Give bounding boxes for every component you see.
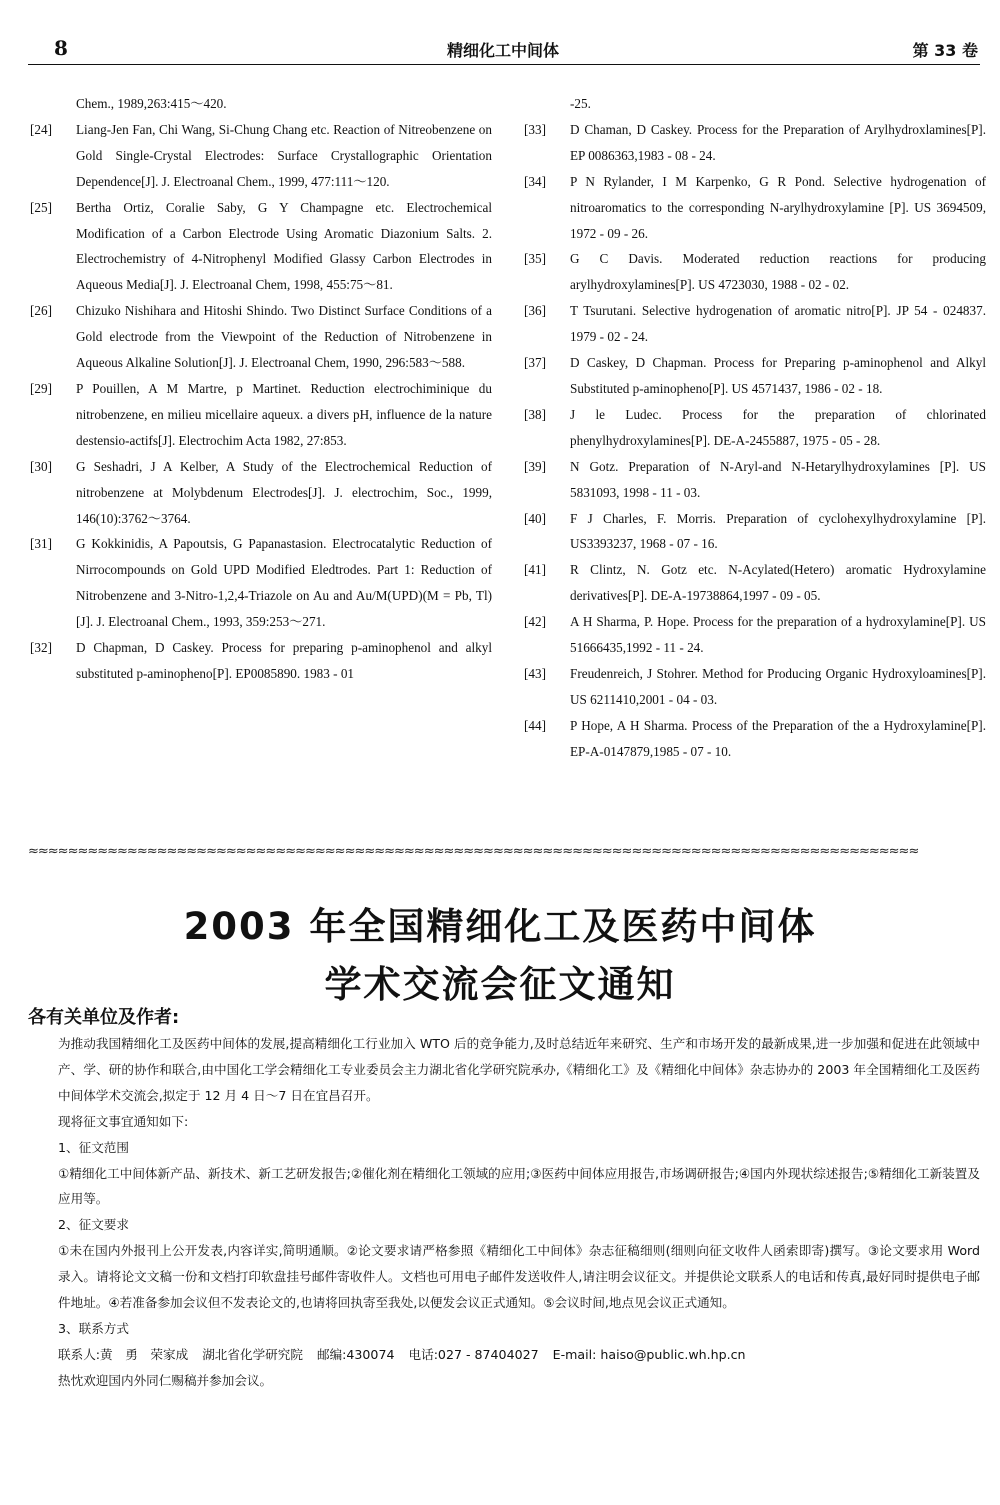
reference-number: [32] xyxy=(30,640,52,656)
reference-item xyxy=(524,506,986,558)
reference-number: [42] xyxy=(524,614,546,630)
reference-text: G Kokkinidis, A Papoutsis, G Papanastasion. Electrocatalytic Reduction of Nirrocompounds on Gold UPD Modified Eledtrodes. Part 1: Reduction of Nitrobenzene and 3-Nitro-1,2,4-Triazole on Au and Au/M(UPD)(M = Pb, Tl)[J]. J. Electroanal Chem., 1993, 359:253～271. xyxy=(76,536,492,630)
reference-item xyxy=(524,298,986,350)
notice-body xyxy=(28,1031,980,1394)
reference-number: [30] xyxy=(30,458,52,474)
reference-number: [34] xyxy=(524,173,546,189)
volume-label: 第 33 卷 xyxy=(912,41,978,60)
reference-list-right xyxy=(524,91,986,765)
reference-text: R Clintz, N. Gotz etc. N-Acylated(Hetero) aromatic Hydroxylamine derivatives[P]. DE-A-19738864,1997 - 09 - 05. xyxy=(570,562,986,604)
contact-postcode: 邮编:430074 xyxy=(316,1346,395,1362)
reference-item xyxy=(30,298,492,376)
reference-text: -25. xyxy=(570,96,591,111)
reference-number: [29] xyxy=(30,380,52,396)
closing-line: 热忱欢迎国内外同仁赐稿并参加会议。 xyxy=(58,1372,273,1388)
reference-text: Liang-Jen Fan, Chi Wang, Si-Chung Chang etc. Reaction of Nitreobenzene on Gold Single-Crystal Electrodes: Surface Crystallographic Orientation Dependence[J]. J. Electroanal Chem., 1999, 477:111～120. xyxy=(76,121,492,189)
section-1-title: 1、征文范围 xyxy=(58,1139,129,1155)
journal-title: 精细化工中间体 xyxy=(446,41,559,60)
section-3-title: 3、联系方式 xyxy=(58,1320,129,1336)
contact-line xyxy=(28,1342,980,1368)
reference-number: [39] xyxy=(524,458,546,474)
contact-people: 联系人:黄 勇 荣家成 xyxy=(58,1346,189,1362)
reference-text: Chizuko Nishihara and Hitoshi Shindo. Two Distinct Surface Conditions of a Gold electrode from the Viewpoint of the Reduction of Nitrobenzene in Aqueous Alkaline Solution[J]. J. Electroanal Chem, 1990, 296:583～588. xyxy=(76,303,492,371)
reference-item xyxy=(524,402,986,454)
running-header xyxy=(28,36,978,62)
reference-item xyxy=(30,195,492,299)
reference-text: P Pouillen, A M Martre, p Martinet. Reduction electrochiminique du nitrobenzene, en milieu micellaire aqueux. a divers pH, influence de la nature destensio-actifs[J]. Electrochim Acta 1982, 27:853. xyxy=(76,380,492,448)
reference-item xyxy=(524,91,986,117)
reference-text: D Chaman, D Caskey. Process for the Preparation of Arylhydroxlamines[P]. EP 0086363,1983 - 08 - 24. xyxy=(570,121,986,163)
reference-item xyxy=(524,609,986,661)
reference-item xyxy=(524,246,986,298)
intro-paragraph: 为推动我国精细化工及医药中间体的发展,提高精细化工行业加入 WTO 后的竞争能力,及时总结近年来研究、生产和市场开发的最新成果,进一步加强和促进在此领域中产、学、研的协作和联合,由中国化工学会精细化工专业委员会主力湖北省化学研究院承办,《精细化工》及《精细化中间体》杂志协办的 2003 年全国精细化工及医药中间体学术交流会,拟定于 12 月 4 日～7 日在宜昌召开。 xyxy=(58,1036,980,1103)
reference-item xyxy=(524,169,986,247)
reference-text: N Gotz. Preparation of N-Aryl-and N-Hetarylhydroxylamines [P]. US 5831093, 1998 - 11 - 03. xyxy=(570,458,986,500)
decorative-divider: ≈≈≈≈≈≈≈≈≈≈≈≈≈≈≈≈≈≈≈≈≈≈≈≈≈≈≈≈≈≈≈≈≈≈≈≈≈≈≈≈≈≈≈≈≈≈≈≈≈≈≈≈≈≈≈≈≈≈≈≈≈≈≈≈≈≈≈≈≈≈≈≈≈≈≈≈≈≈≈≈≈≈≈≈≈≈≈≈≈≈ xyxy=(28,845,919,859)
reference-number: [31] xyxy=(30,536,52,552)
reference-item xyxy=(30,531,492,635)
reference-number: [37] xyxy=(524,355,546,371)
reference-text: G Seshadri, J A Kelber, A Study of the Electrochemical Reduction of nitrobenzene at Molybdenum Electrodes[J]. J. electrochim, Soc., 1999, 146(10):3762～3764. xyxy=(76,458,492,526)
reference-number: [36] xyxy=(524,303,546,319)
notice-title-line-1: 2003 年全国精细化工及医药中间体 xyxy=(183,905,817,948)
reference-item xyxy=(524,713,986,765)
reference-number: [33] xyxy=(524,121,546,137)
reference-item xyxy=(524,557,986,609)
reference-text: F J Charles, F. Morris. Preparation of cyclohexylhydroxylamine [P]. US3393237, 1968 - 07 - 16. xyxy=(570,510,986,552)
reference-text: P Hope, A H Sharma. Process of the Preparation of the a Hydroxylamine[P]. EP-A-0147879,1985 - 07 - 10. xyxy=(570,717,986,759)
page-number: 8 xyxy=(54,36,68,60)
contact-organization: 湖北省化学研究院 xyxy=(202,1346,303,1362)
reference-text: T Tsurutani. Selective hydrogenation of aromatic nitro[P]. JP 54 - 024837. 1979 - 02 - 24. xyxy=(570,303,986,345)
reference-text: D Caskey, D Chapman. Process for Preparing p-aminophenol and Alkyl Substituted p-aminopheno[P]. US 4571437, 1986 - 02 - 18. xyxy=(570,355,986,396)
reference-number: [43] xyxy=(524,665,546,681)
reference-number: [44] xyxy=(524,717,546,733)
reference-text: D Chapman, D Caskey. Process for preparing p-aminophenol and alkyl substituted p-aminopheno[P]. EP0085890. 1983 - 01 xyxy=(76,640,492,681)
reference-item xyxy=(30,376,492,454)
reference-number: [26] xyxy=(30,303,52,319)
reference-text: Chem., 1989,263:415～420. xyxy=(76,96,227,111)
reference-text: G C Davis. Moderated reduction reactions for producing arylhydroxylamines[P]. US 4723030, 1988 - 02 - 02. xyxy=(570,251,986,293)
reference-item xyxy=(524,661,986,713)
reference-list-left xyxy=(30,91,492,687)
reference-number: [25] xyxy=(30,199,52,215)
section-2-title: 2、征文要求 xyxy=(58,1217,129,1233)
reference-item xyxy=(30,454,492,532)
contact-email: E-mail: haiso@public.wh.hp.cn xyxy=(552,1346,746,1362)
reference-text: Bertha Ortiz, Coralie Saby, G Y Champagne etc. Electrochemical Modification of a Carbon Electrode Using Aromatic Diazonium Salts. 2. Electrochemistry of 4-Nitrophenyl Modified Glassy Carbon Electrodes in Aqueous Media[J]. J. Electroanal Chem, 1998, 455:75～81. xyxy=(76,199,492,293)
section-1-body: ①精细化工中间体新产品、新技术、新工艺研发报告;②催化剂在精细化工领域的应用;③医药中间体应用报告,市场调研报告;④国内外现状综述报告;⑤精细化工新装置及应用等。 xyxy=(58,1165,980,1207)
contact-telephone: 电话:027 - 87404027 xyxy=(408,1346,539,1362)
reference-item xyxy=(524,454,986,506)
reference-item xyxy=(30,91,492,117)
reference-item xyxy=(30,635,492,687)
reference-item xyxy=(524,117,986,169)
reference-number: [41] xyxy=(524,562,546,578)
reference-item xyxy=(524,350,986,402)
reference-text: J le Ludec. Process for the preparation of chlorinated phenylhydroxylamines[P]. DE-A-2455887, 1975 - 05 - 28. xyxy=(570,406,986,448)
header-rule xyxy=(28,64,980,65)
reference-number: [40] xyxy=(524,510,546,526)
reference-text: A H Sharma, P. Hope. Process for the preparation of a hydroxylamine[P]. US 51666435,1992 - 11 - 24. xyxy=(570,614,986,656)
reference-text: P N Rylander, I M Karpenko, G R Pond. Selective hydrogenation of nitroaromatics to the corresponding N-arylhydroxylamine [P]. US 3694509, 1972 - 09 - 26. xyxy=(570,173,986,241)
section-2-body: ①未在国内外报刊上公开发表,内容详实,简明通顺。②论文要求请严格参照《精细化工中间体》杂志征稿细则(细则向征文收件人函索即寄)撰写。③论文要求用 Word 录入。请将论文文稿一份和文档打印软盘挂号邮件寄收件人。文档也可用电子邮件发送收件人,请注明会议征文。并提供论文联系人的电话和传真,最好同时提供电子邮件地址。④若准备参加会议但不发表论文的,也请将回执寄至我处,以便发会议正式通知。⑤会议时间,地点见会议正式通知。 xyxy=(58,1243,980,1311)
reference-item xyxy=(30,117,492,195)
reference-number: [38] xyxy=(524,406,546,422)
salutation: 各有关单位及作者: xyxy=(28,1007,180,1028)
reference-number: [35] xyxy=(524,251,546,267)
reference-number: [24] xyxy=(30,121,52,137)
lead-line: 现将征文事宜通知如下: xyxy=(58,1113,189,1129)
reference-text: Freudenreich, J Stohrer. Method for Producing Organic Hydroxyloamines[P]. US 6211410,2001 - 04 - 03. xyxy=(570,665,986,707)
notice-title-line-2: 学术交流会征文通知 xyxy=(324,963,676,1006)
